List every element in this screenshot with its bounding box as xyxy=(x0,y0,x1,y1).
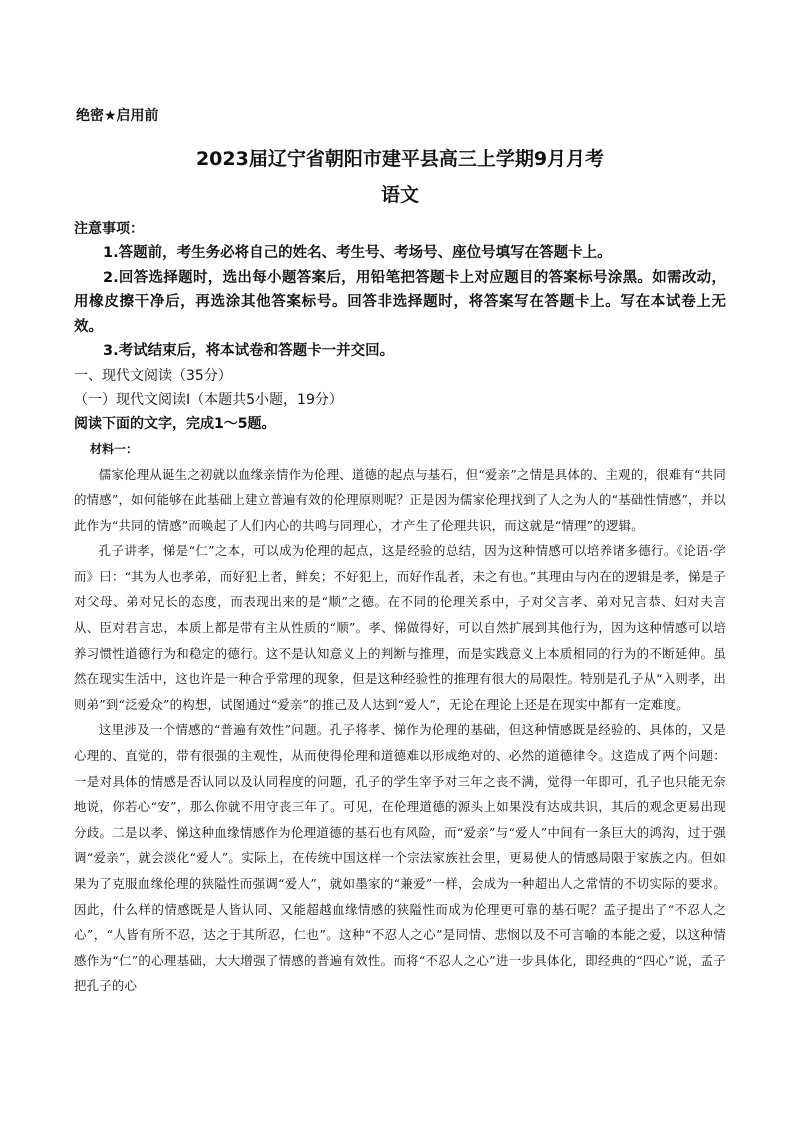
part-title: 一、现代文阅读（35分） xyxy=(74,367,232,384)
exam-title: 2023届辽宁省朝阳市建平县高三上学期9月月考 xyxy=(195,148,605,170)
secret-mark: 绝密★启用前 xyxy=(76,108,159,124)
instruction: 阅读下面的文字，完成1～5题。 xyxy=(74,415,276,432)
sub-title: （一）现代文阅读Ⅰ（本题共5小题，19分） xyxy=(74,391,343,408)
paragraph-2: 孔子讲孝，悌是“仁”之本，可以成为伦理的起点，这是经验的总结，因为这种情感可以培养诸多德行。《论语·学而》曰：“其为人也孝弟，而好犯上者，鲜矣；不好犯上，而好作乱者，未之有也。”其理由与内在的逻辑是孝，悌是子对父母、弟对兄长的态度，而表现出来的是“顺”之德。在不同的伦理关系中，子对父言孝、弟对兄言恭、妇对夫言从、臣对君言忠，本质上都是带有主从性质的“顺”。孝、悌做得好，可以自然扩展到其他行为，因为这种情感可以培养习惯性道德行为和稳定的德行。这不是认知意义上的判断与推理，而是实践意义上本质相同的行为的不断延伸。虽然在现实生活中，这也许是一种合乎常理的现象，但是这种经验性的推理有很大的局限性。特别是孔子从“入则孝，出则弟”到“泛爱众”的构想，试图通过“爱亲”的推己及人达到“爱人”，无论在理论上还是在现实中都有一定难度。 xyxy=(74,543,726,712)
subject-title: 语文 xyxy=(380,184,419,206)
notice-heading: 注意事项： xyxy=(74,221,144,237)
notice-item-1: 1.答题前，考生务必将自己的姓名、考生号、考场号、座位号填写在答题卡上。 xyxy=(103,245,612,261)
notice-item-2: 2.回答选择题时，选出每小题答案后，用铅笔把答题卡上对应题目的答案标号涂黑。如需改动，用橡皮擦干净后，再选涂其他答案标号。回答非选择题时，将答案写在答题卡上。写在本试卷上无效。 xyxy=(74,269,726,335)
paragraph-3: 这里涉及一个情感的“普遍有效性”问题。孔子将孝、悌作为伦理的基础，但这种情感既是经验的、具体的，又是心理的、直觉的，带有很强的主观性，从而使得伦理和道德难以形成绝对的、必然的道德律令。这造成了两个问题：一是对具体的情感是否认同以及认同程度的问题，孔子的学生宰予对三年之丧不满，觉得一年即可，孔子也只能无奈地说，你若心“安”，那么你就不用守丧三年了。可见，在伦理道德的源头上如果没有达成共识，其后的观念更易出现分歧。二是以孝、悌这种血缘情感作为伦理道德的基石也有风险，而“爱亲”与“爱人”中间有一条巨大的鸿沟，过于强调“爱亲”，就会淡化“爱人”。实际上，在传统中国这样一个宗法家族社会里，更易使人的情感局限于家族之内。但如果为了克服血缘伦理的狭隘性而强调“爱人”，就如墨家的“兼爱”一样，会成为一种超出人之常情的不切实际的要求。因此，什么样的情感既是人皆认同、又能超越血缘情感的狭隘性而成为伦理更可靠的基石呢？孟子提出了“不忍人之心”，“人皆有所不忍，达之于其所忍，仁也”。这种“不忍人之心”是同情、悲悯以及不可言喻的本能之爱，以这种情感作为“仁”的心理基础，大大增强了情感的普遍有效性。而将“不忍人之心”进一步具体化，即经典的“四心”说，孟子把孔子的心 xyxy=(74,722,726,994)
material-label: 材料一： xyxy=(90,441,139,456)
paragraph-1: 儒家伦理从诞生之初就以血缘亲情作为伦理、道德的起点与基石，但“爱亲”之情是具体的、主观的，很难有“共同的情感”，如何能够在此基础上建立普遍有效的伦理原则呢？正是因为儒家伦理找到了人之为人的“基础性情感”，并以此作为“共同的情感”而唤起了人们内心的共鸣与同理心，才产生了伦理共识，而这就是“情理”的逻辑。 xyxy=(74,466,726,533)
notice-item-3: 3.考试结束后，将本试卷和答题卡一并交回。 xyxy=(103,343,395,359)
